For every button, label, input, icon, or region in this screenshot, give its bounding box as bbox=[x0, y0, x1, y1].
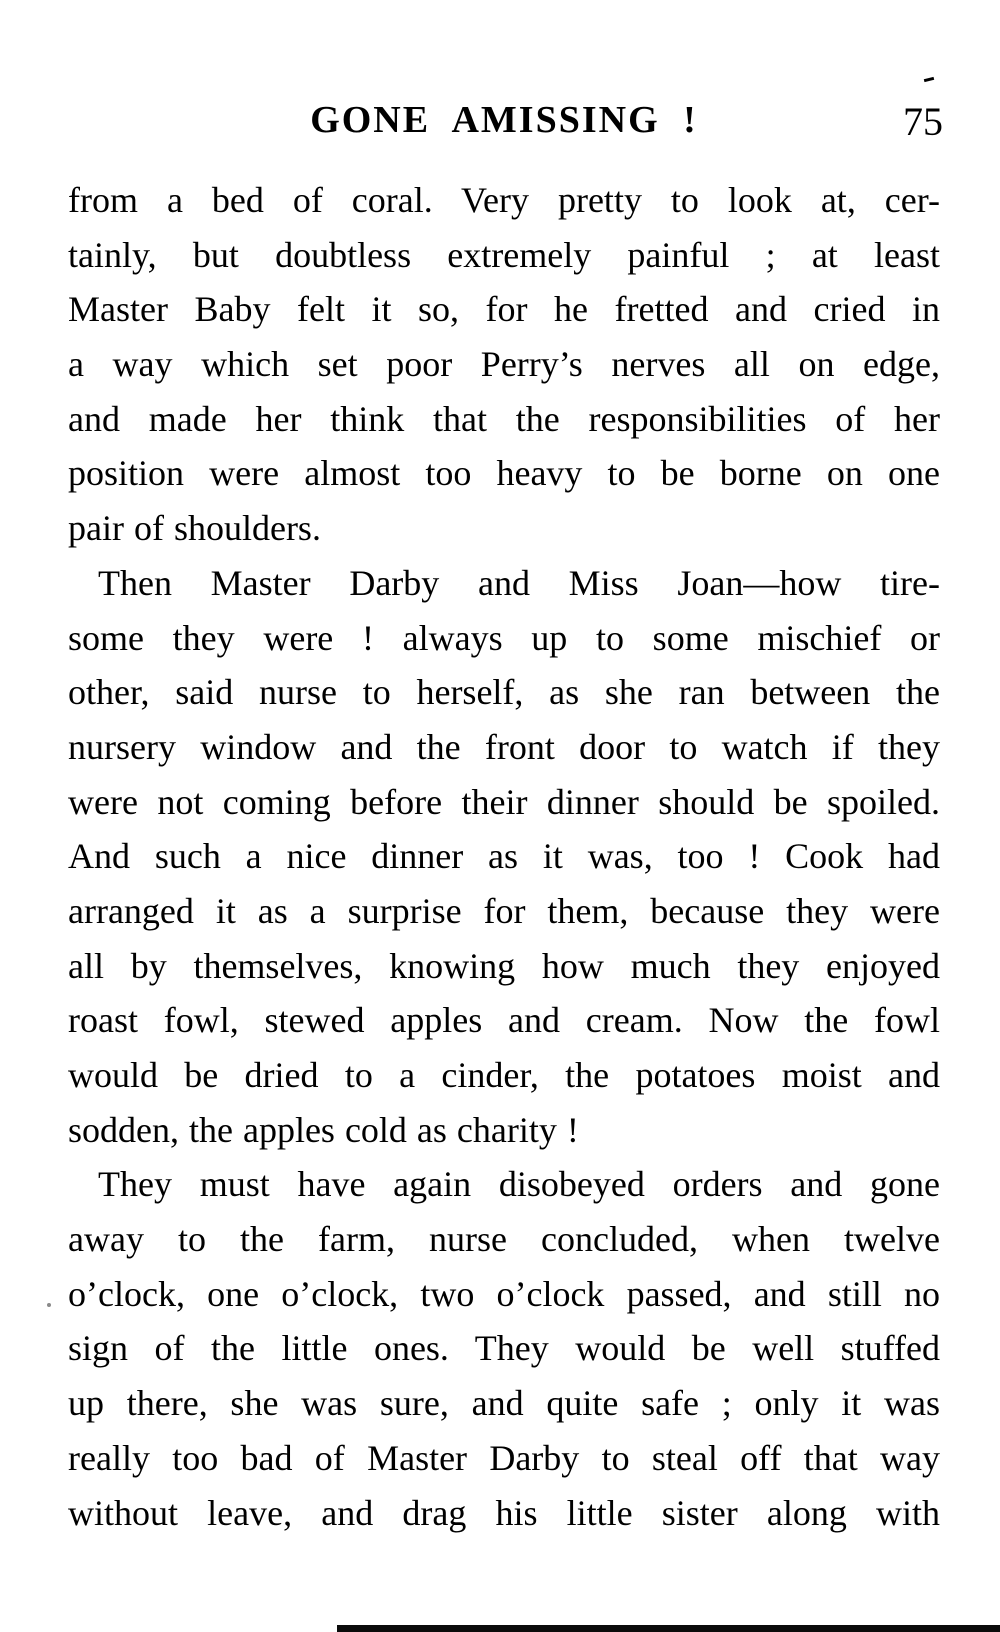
text-line: And such a nice dinner as it was, too ! Cook had bbox=[68, 836, 940, 877]
text-line: sodden, the apples cold as charity ! bbox=[68, 1109, 579, 1150]
text-line: a way which set poor Perry’s nerves all on edge, bbox=[68, 344, 940, 385]
paragraph bbox=[68, 173, 940, 556]
text-line: all by themselves, knowing how much they enjoyed bbox=[68, 945, 940, 986]
text-line: really too bad of Master Darby to steal off that way bbox=[68, 1437, 940, 1478]
text-line: They must have again disobeyed orders and gone bbox=[98, 1164, 940, 1205]
scan-artifact-bar bbox=[337, 1625, 1000, 1632]
text-line: o’clock, one o’clock, two o’clock passed, and still no bbox=[68, 1273, 940, 1314]
text-line: position were almost too heavy to be borne on one bbox=[68, 453, 940, 494]
text-line: Then Master Darby and Miss Joan—how tire- bbox=[98, 562, 940, 603]
text-line: up there, she was sure, and quite safe ; only it was bbox=[68, 1383, 940, 1424]
page-number: 75 bbox=[903, 99, 943, 144]
text-line: would be dried to a cinder, the potatoes moist and bbox=[68, 1055, 940, 1095]
text-line: away to the farm, nurse concluded, when twelve bbox=[68, 1219, 940, 1260]
paragraph bbox=[68, 1157, 940, 1540]
text-line: other, said nurse to herself, as she ran between the bbox=[68, 672, 940, 713]
ink-speck bbox=[47, 1303, 51, 1307]
text-line: sign of the little ones. They would be well stuffed bbox=[68, 1328, 940, 1369]
text-line: without leave, and drag his little sister along with bbox=[68, 1492, 940, 1533]
text-line: arranged it as a surprise for them, because they were bbox=[68, 890, 940, 931]
text-line: pair of shoulders. bbox=[68, 508, 321, 549]
text-line: were not coming before their dinner should be spoiled. bbox=[68, 781, 940, 822]
text-line: Master Baby felt it so, for he fretted and cried in bbox=[68, 289, 940, 330]
text-line: roast fowl, stewed apples and cream. Now the fowl bbox=[68, 1000, 940, 1041]
text-line: nursery window and the front door to watch if they bbox=[68, 726, 940, 767]
text-line: from a bed of coral. Very pretty to look at, cer- bbox=[68, 180, 940, 220]
text-line: some they were ! always up to some mischief or bbox=[68, 617, 940, 658]
paragraph bbox=[68, 556, 940, 1158]
page-header-title: GONE AMISSING ! bbox=[310, 99, 698, 141]
text-line: and made her think that the responsibilities of her bbox=[68, 398, 940, 439]
ink-speck bbox=[924, 77, 934, 82]
page-body bbox=[68, 173, 940, 1540]
text-line: tainly, but doubtless extremely painful ; at least bbox=[68, 234, 940, 275]
